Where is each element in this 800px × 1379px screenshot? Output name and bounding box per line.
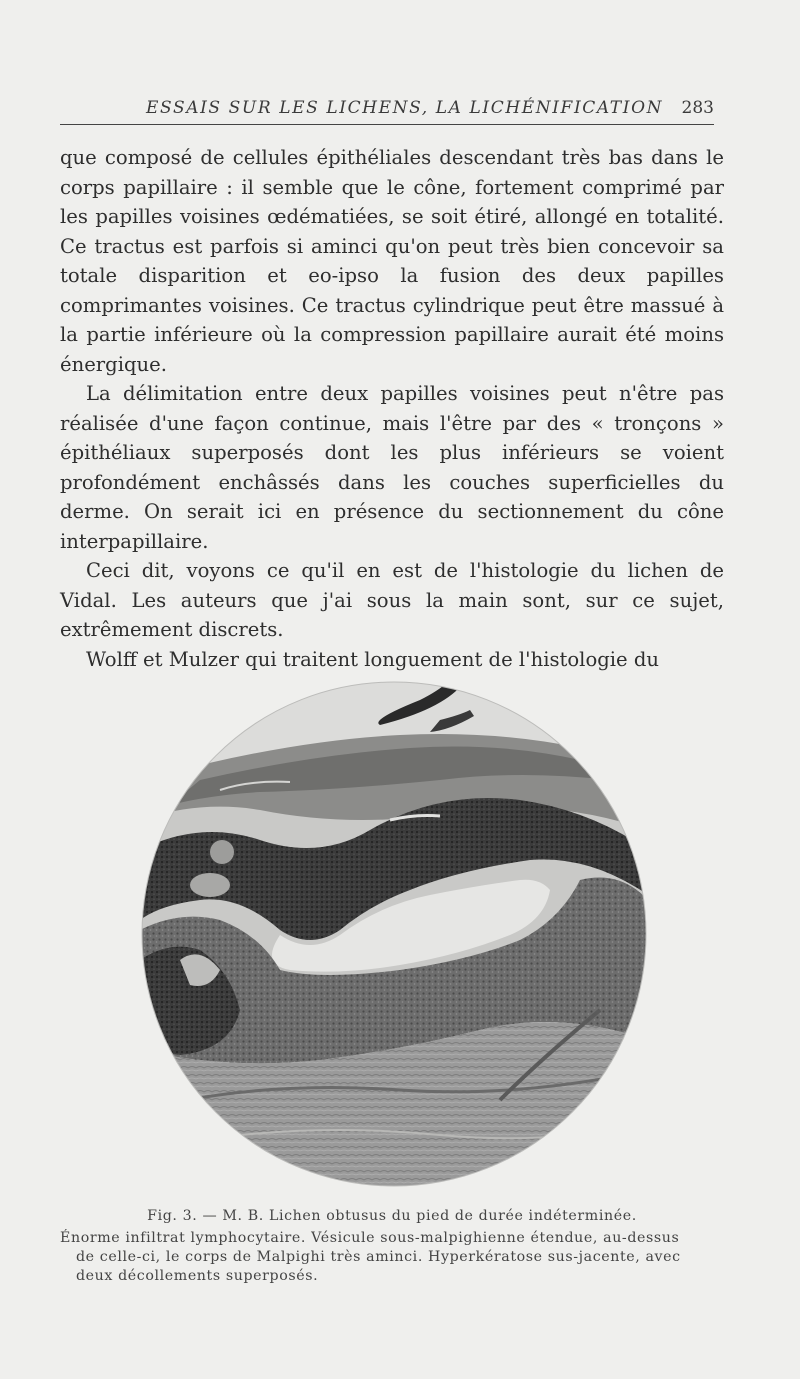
running-title: ESSAIS SUR LES LICHENS, LA LICHÉNIFICATION: [146, 98, 664, 118]
body-text: [60, 143, 724, 674]
paragraph-4: Wolff et Mulzer qui traitent longuement de l'histologie du: [86, 647, 660, 671]
caption-title: Fig. 3. — M. B. Lichen obtusus du pied de durée indéterminée.: [147, 1208, 637, 1224]
page-number: 283: [681, 98, 714, 118]
paragraph-3: Ceci dit, voyons ce qu'il en est de l'histologie du lichen de Vidal. Les auteurs que j'ai sous la main sont, sur ce sujet, extrêmement discrets.: [60, 559, 724, 641]
caption-body: [60, 1229, 724, 1286]
caption-line: Énorme infiltrat lymphocytaire. Vésicule sous-malpighienne étendue, au-dessus: [60, 1230, 680, 1246]
running-header: [60, 98, 714, 125]
micrograph-image: [140, 680, 648, 1188]
paragraph-1: que composé de cellules épithéliales descendant très bas dans le corps papillaire : il semble que le cône, fortement comprimé par les papilles voisines œdématiées, se soit étiré, allongé en totalité. Ce tractus est parfois si aminci qu'on peut très bien concevoir sa totale disparition et eo-ipso la fusion des deux papilles comprimantes voisines. Ce tractus cylindrique peut être massué à la partie inférieure où la compression papillaire aurait été moins énergique.: [60, 146, 724, 376]
figure-caption: [60, 1207, 724, 1286]
histology-micrograph: [140, 680, 648, 1188]
caption-line: de celle-ci, le corps de Malpighi très aminci. Hyperkératose sus-jacente, avec: [76, 1249, 681, 1265]
caption-line: deux décollements superposés.: [76, 1268, 319, 1284]
paragraph-2: La délimitation entre deux papilles voisines peut n'être pas réalisée d'une façon continue, mais l'être par des « tronçons » épithéliaux superposés dont les plus inférieurs se voient profondément enchâssés dans les couches superficielles du derme. On serait ici en présence du sectionnement du cône interpapillaire.: [60, 382, 724, 553]
